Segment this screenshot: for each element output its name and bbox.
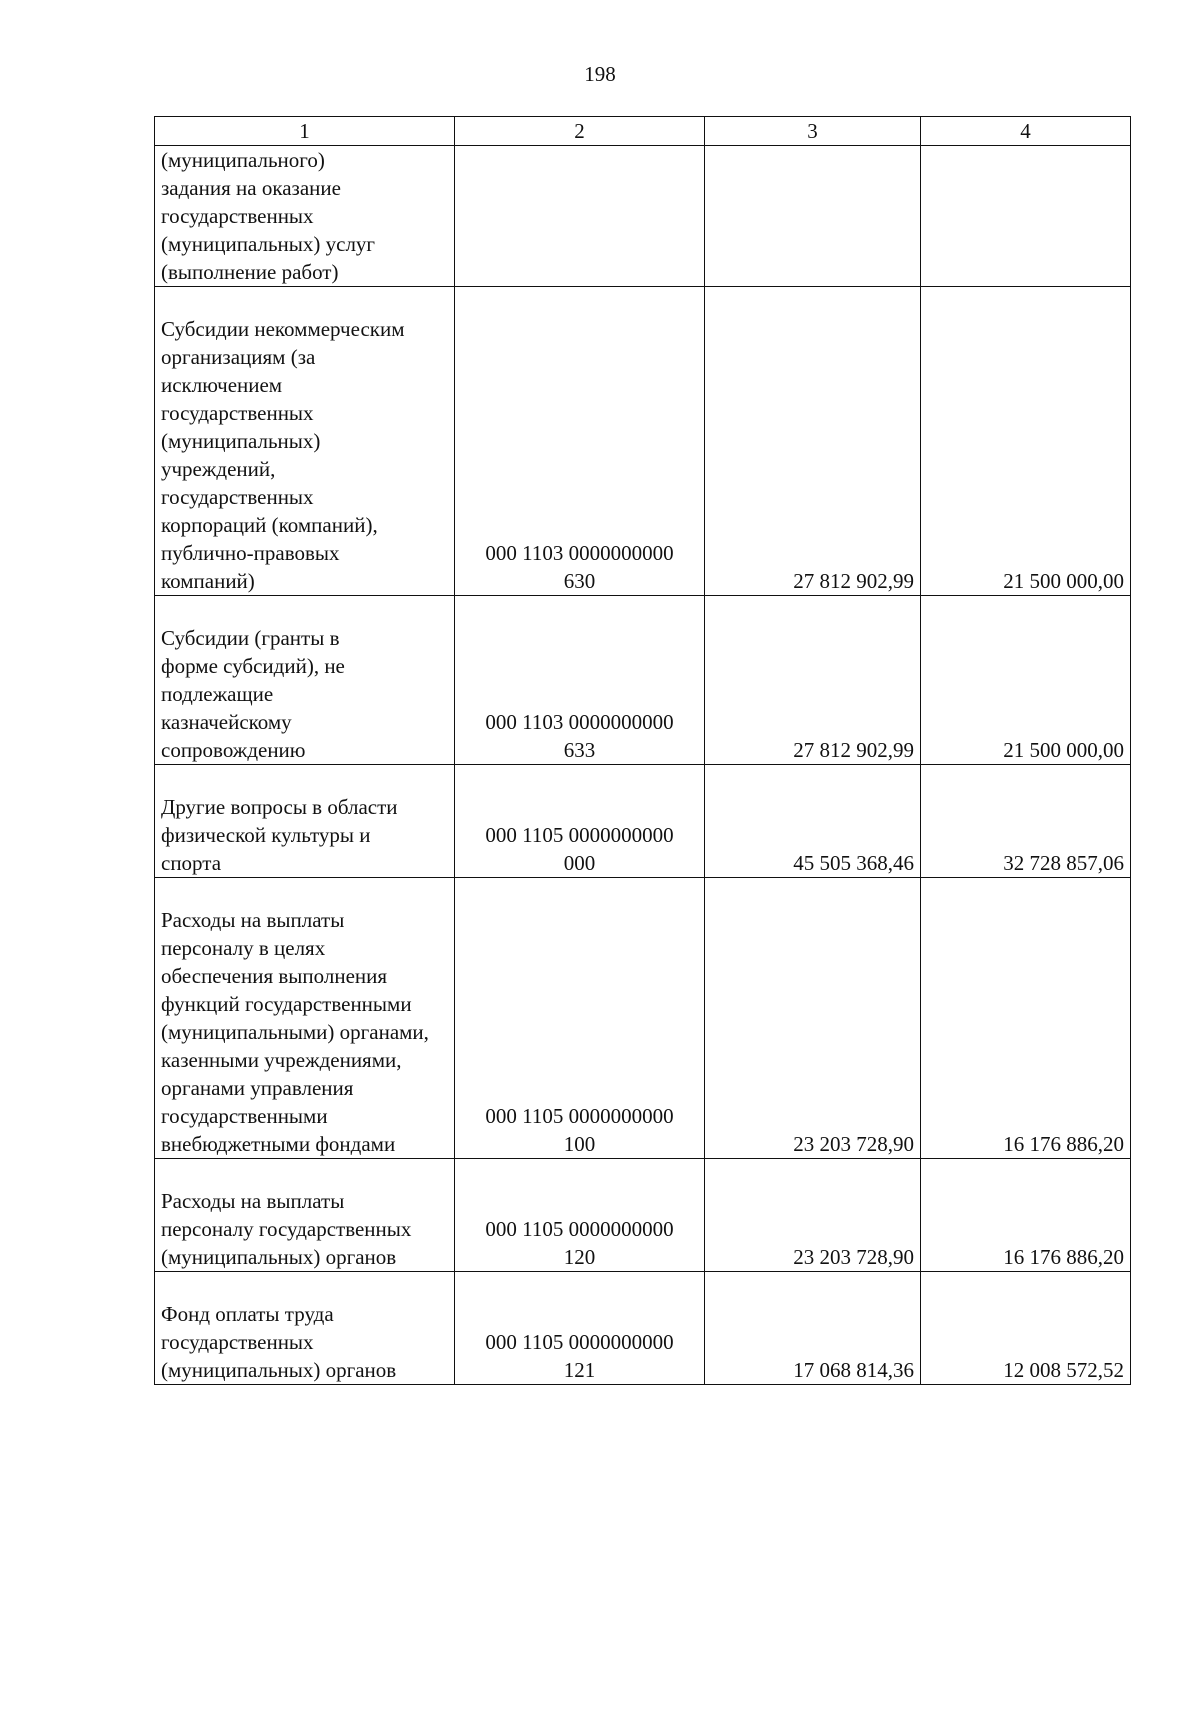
row-value-col4: 16 176 886,20 bbox=[921, 1159, 1131, 1272]
table-row bbox=[155, 765, 1131, 878]
row-code bbox=[455, 146, 705, 287]
row-code-line-2: 633 bbox=[563, 738, 596, 762]
table-row bbox=[155, 146, 1131, 287]
row-code-line-2: 630 bbox=[563, 569, 596, 593]
row-value-col3: 45 505 368,46 bbox=[705, 765, 921, 878]
row-name bbox=[155, 765, 455, 878]
row-code-line-1: 000 1105 0000000000 bbox=[485, 1330, 674, 1354]
row-code bbox=[455, 1272, 705, 1385]
row-code bbox=[455, 287, 705, 596]
row-code-line-1: 000 1103 0000000000 bbox=[485, 710, 674, 734]
row-value-col4: 21 500 000,00 bbox=[921, 596, 1131, 765]
row-name-text: Субсидии некоммерческим организациям (за исключением государственных (муниципальных) учреждений, государственных корпораций (компаний), публично-правовых компаний) bbox=[161, 317, 405, 593]
row-code-line-1: 000 1105 0000000000 bbox=[485, 823, 674, 847]
row-code-line-1: 000 1105 0000000000 bbox=[485, 1104, 674, 1128]
row-code-line-1: 000 1103 0000000000 bbox=[485, 541, 674, 565]
row-name-text: Фонд оплаты труда государственных (муниципальных) органов bbox=[161, 1302, 397, 1382]
row-code bbox=[455, 1159, 705, 1272]
row-name bbox=[155, 596, 455, 765]
row-name bbox=[155, 1159, 455, 1272]
row-name-text: Субсидии (гранты в форме субсидий), не подлежащие казначейскому сопровождению bbox=[161, 626, 345, 762]
row-value-col3: 27 812 902,99 bbox=[705, 596, 921, 765]
row-value-col3 bbox=[705, 146, 921, 287]
row-name bbox=[155, 287, 455, 596]
row-name bbox=[155, 1272, 455, 1385]
row-code-line-1: 000 1105 0000000000 bbox=[485, 1217, 674, 1241]
column-header-4: 4 bbox=[921, 117, 1131, 146]
row-name-text: Расходы на выплаты персоналу государственных (муниципальных) органов bbox=[161, 1189, 412, 1269]
row-value-col4: 12 008 572,52 bbox=[921, 1272, 1131, 1385]
budget-table bbox=[154, 116, 1131, 1385]
row-code bbox=[455, 765, 705, 878]
row-code-line-2: 121 bbox=[563, 1358, 596, 1382]
row-value-col3: 27 812 902,99 bbox=[705, 287, 921, 596]
row-value-col4 bbox=[921, 146, 1131, 287]
row-name bbox=[155, 146, 455, 287]
row-name bbox=[155, 878, 455, 1159]
row-name-text: Другие вопросы в области физической культуры и спорта bbox=[161, 795, 398, 875]
row-name-text: (муниципального) задания на оказание государственных (муниципальных) услуг (выполнение работ) bbox=[161, 148, 376, 284]
column-header-2: 2 bbox=[455, 117, 705, 146]
table-header-row bbox=[155, 117, 1131, 146]
row-value-col3: 23 203 728,90 bbox=[705, 878, 921, 1159]
column-header-1: 1 bbox=[155, 117, 455, 146]
table-row bbox=[155, 596, 1131, 765]
table-row bbox=[155, 1159, 1131, 1272]
row-code bbox=[455, 878, 705, 1159]
table-row bbox=[155, 878, 1131, 1159]
table-row bbox=[155, 287, 1131, 596]
row-name-text: Расходы на выплаты персоналу в целях обеспечения выполнения функций государственными (муниципальными) органами, казенными учреждениями, органами управления государственными внебюджетными фондами bbox=[161, 908, 429, 1156]
row-code-line-2: 100 bbox=[563, 1132, 596, 1156]
page-number: 198 bbox=[584, 62, 616, 86]
row-value-col4: 21 500 000,00 bbox=[921, 287, 1131, 596]
row-value-col3: 17 068 814,36 bbox=[705, 1272, 921, 1385]
row-code bbox=[455, 596, 705, 765]
row-code-line-2: 120 bbox=[563, 1245, 596, 1269]
row-value-col3: 23 203 728,90 bbox=[705, 1159, 921, 1272]
column-header-3: 3 bbox=[705, 117, 921, 146]
row-value-col4: 32 728 857,06 bbox=[921, 765, 1131, 878]
table-row bbox=[155, 1272, 1131, 1385]
row-value-col4: 16 176 886,20 bbox=[921, 878, 1131, 1159]
row-code-line-2: 000 bbox=[563, 851, 596, 875]
